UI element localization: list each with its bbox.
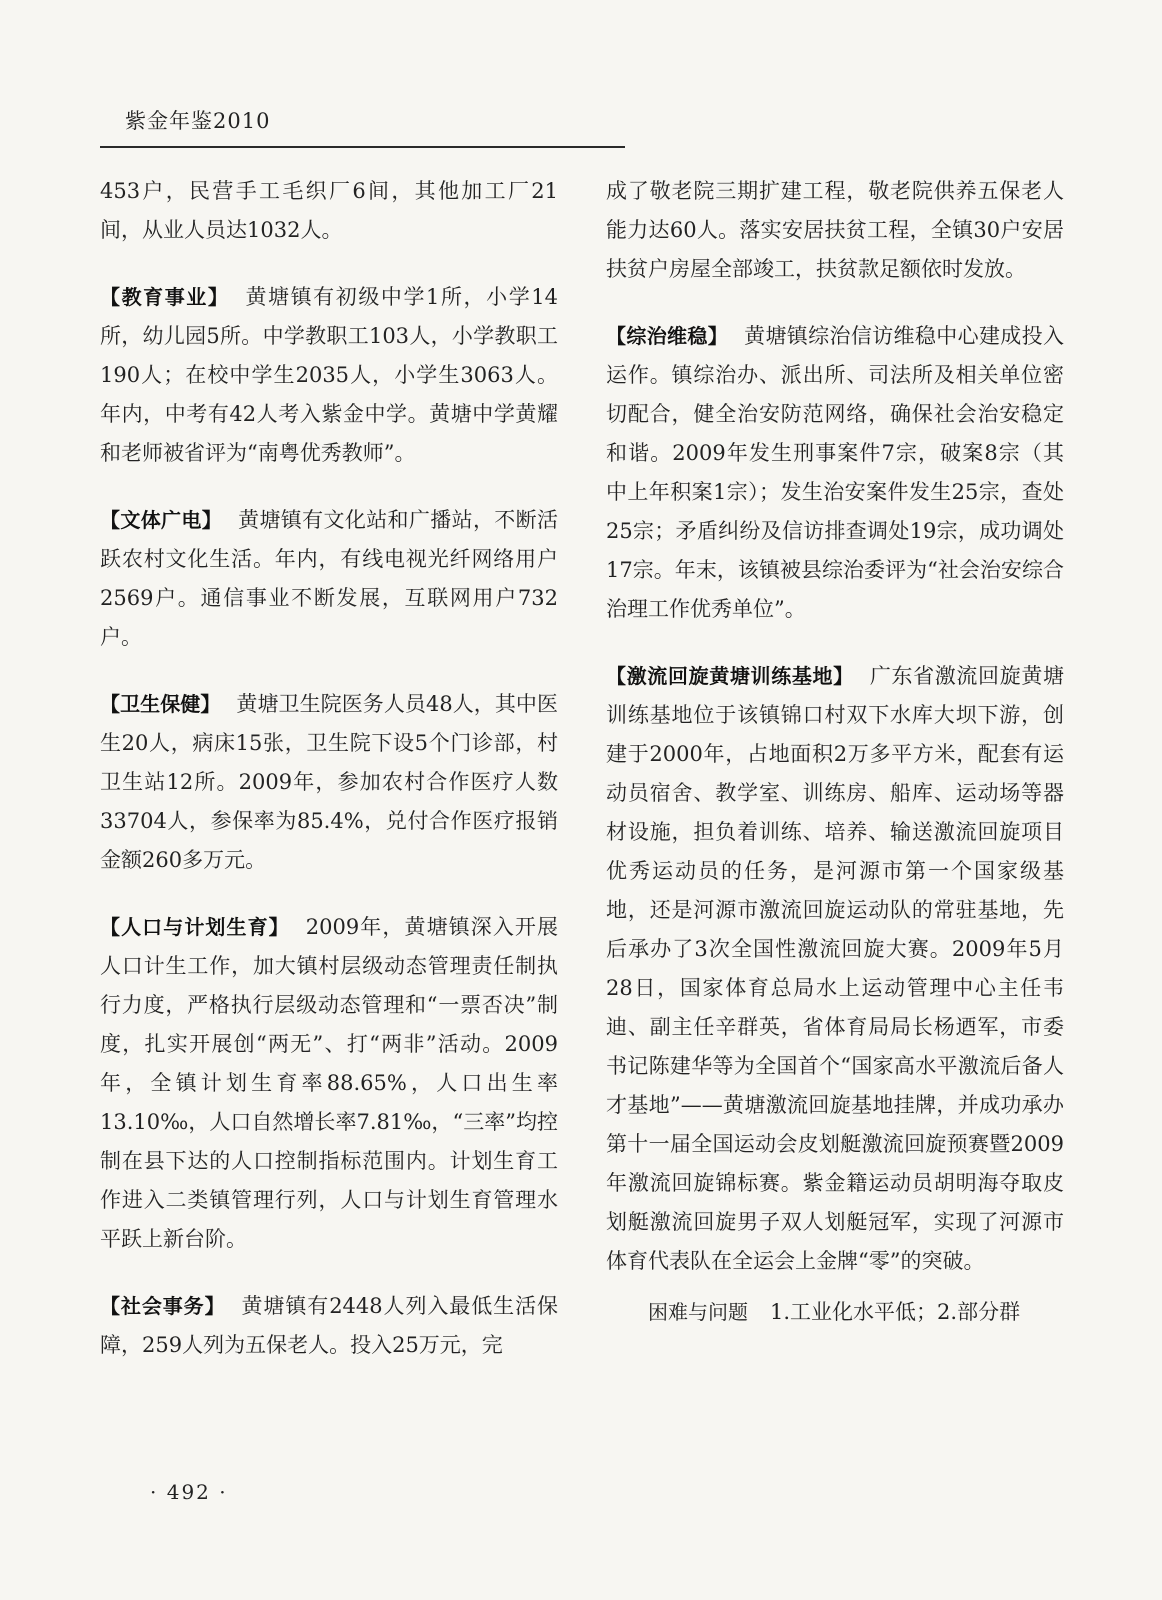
section-heading: 【综治维稳】 (606, 324, 729, 348)
continuation-paragraph: 453户，民营手工毛织厂6间，其他加工厂21间，从业人员达1032人。 (100, 179, 558, 242)
section-text: 黄塘镇有2448人列入最低生活保障，259人列为五保老人。投入25万元，完 (100, 1294, 558, 1357)
page-number: · 492 · (150, 1480, 228, 1504)
running-header: 紫金年鉴2010 (125, 109, 271, 133)
section-heading: 【激流回旋黄塘训练基地】 (606, 664, 854, 688)
section-heading: 【社会事务】 (100, 1294, 226, 1318)
section-social-affairs (100, 1287, 558, 1365)
section-text: 广东省激流回旋黄塘训练基地位于该镇锦口村双下水库大坝下游，创建于2000年，占地面积2万多平方米，配套有运动员宿舍、教学室、训练房、船库、运动场等器材设施，担负着训练、培养、输送激流回旋项目优秀运动员的任务，是河源市第一个国家级基地，还是河源市激流回旋运动队的常驻基地，先后承办了3次全国性激流回旋大赛。2009年5月28日，国家体育总局水上运动管理中心主任韦迪、副主任辛群英，省体育局局长杨迺军，市委书记陈建华等为全国首个“国家高水平激流后备人才基地”——黄塘激流回旋基地挂牌，并成功承办第十一届全国运动会皮划艇激流回旋预赛暨2009年激流回旋锦标赛。紫金籍运动员胡明海夺取皮划艇激流回旋男子双人划艇冠军，实现了河源市体育代表队在全运会上金牌“零”的突破。 (606, 664, 1065, 1273)
section-heading: 【教育事业】 (100, 285, 230, 309)
section-health-care (100, 685, 558, 880)
section-heading: 【卫生保健】 (100, 692, 221, 716)
difficulties-text: 1.工业化水平低；2.部分群 (770, 1300, 1021, 1324)
section-text: 黄塘镇综治信访维稳中心建成投入运作。镇综治办、派出所、司法所及相关单位密切配合，健全治安防范网络，确保社会治安稳定和谐。2009年发生刑事案件7宗，破案8宗（其中上年积案1宗）；发生治安案件发生25宗，查处25宗；矛盾纠纷及信访排查调处19宗，成功调处17宗。年末，该镇被县综治委评为“社会治安综合治理工作优秀单位”。 (606, 324, 1065, 621)
difficulties-label: 困难与问题 (648, 1300, 748, 1324)
difficulties-paragraph (606, 1293, 1064, 1332)
section-text: 黄塘镇有初级中学1所，小学14所，幼儿园5所。中学教职工103人，小学教职工190人；在校中学生2035人，小学生3063人。年内，中考有42人考入紫金中学。黄塘中学黄耀和老师被省评为“南粤优秀教师”。 (100, 285, 558, 465)
section-population-family-planning (100, 908, 558, 1259)
header-rule (100, 146, 625, 148)
section-heading: 【人口与计划生育】 (100, 915, 290, 939)
section-slalom-training-base (606, 657, 1064, 1281)
right-column (606, 172, 1064, 1332)
left-column (100, 172, 558, 1365)
section-heading: 【文体广电】 (100, 508, 223, 532)
section-text: 2009年，黄塘镇深入开展人口计生工作，加大镇村层级动态管理责任制执行力度，严格执行层级动态管理和“一票否决”制度，扎实开展创“两无”、打“两非”活动。2009年，全镇计划生育率88.65%，人口出生率13.10‰，人口自然增长率7.81‰，“三率”均控制在县下达的人口控制指标范围内。计划生育工作进入二类镇管理行列，人口与计划生育管理水平跃上新台阶。 (100, 915, 558, 1251)
section-comprehensive-governance (606, 317, 1064, 629)
section-culture-broadcasting (100, 501, 558, 657)
continuation-paragraph: 成了敬老院三期扩建工程，敬老院供养五保老人能力达60人。落实安居扶贫工程，全镇30户安居扶贫户房屋全部竣工，扶贫款足额依时发放。 (606, 179, 1064, 281)
section-education (100, 278, 558, 473)
section-text: 黄塘卫生院医务人员48人，其中医生20人，病床15张，卫生院下设5个门诊部，村卫生站12所。2009年，参加农村合作医疗人数33704人，参保率为85.4%，兑付合作医疗报销金额260多万元。 (100, 692, 558, 872)
section-text: 黄塘镇有文化站和广播站，不断活跃农村文化生活。年内，有线电视光纤网络用户2569户。通信事业不断发展，互联网用户732户。 (100, 508, 559, 649)
